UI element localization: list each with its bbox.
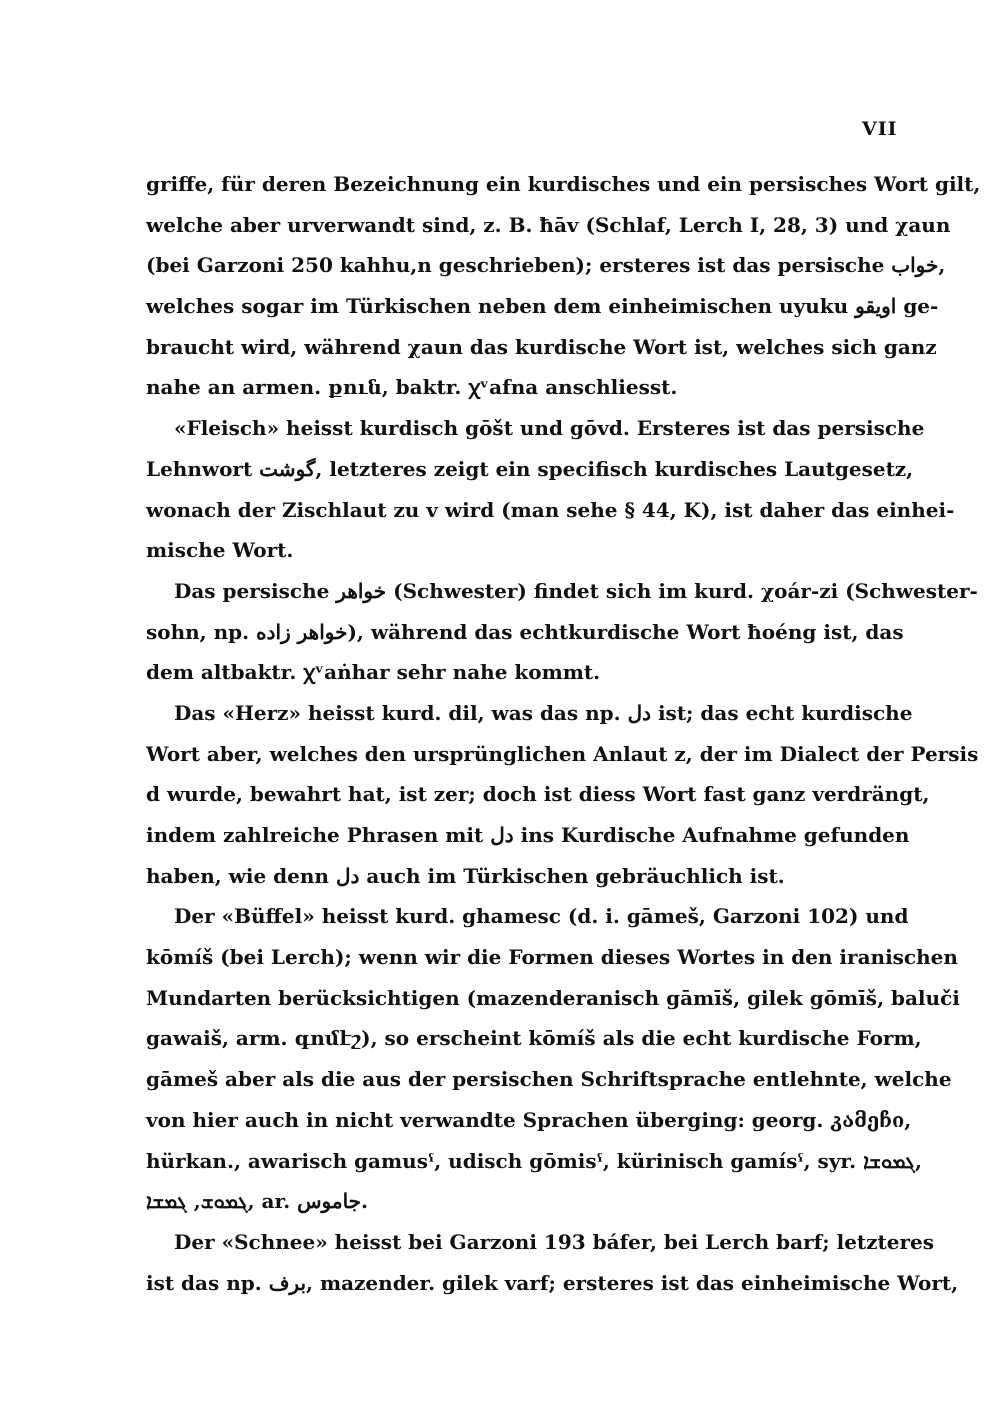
text-line: haben, wie denn دل auch im Türkischen gebräuchlich ist.: [146, 863, 785, 888]
text-line: d wurde, bewahrt hat, ist zer; doch ist diess Wort fast ganz verdrängt,: [146, 782, 930, 807]
text-line: wonach der Zischlaut zu v wird (man sehe § 44, K), ist daher das einhei-: [146, 497, 955, 522]
text-line: Lehnwort گوشت, letzteres zeigt ein specifisch kurdisches Lautgesetz,: [146, 456, 914, 481]
text-line: ist das np. برف, mazender. gilek varf; ersteres ist das einheimische Wort,: [146, 1270, 959, 1295]
page-number: VII: [862, 118, 898, 140]
text-line: Mundarten berücksichtigen (mazenderanisch gāmīš, gilek gōmīš, baluči: [146, 985, 960, 1010]
text-line: ܓܡܘܫ, ܓܡܫܐ, ar. جاموس.: [146, 1189, 369, 1214]
text-line: welche aber urverwandt sind, z. B. ħāv (Schlaf, Lerch I, 28, 3) und χaun: [146, 212, 951, 237]
text-line: (bei Garzoni 250 kahhu,n geschrieben); ersteres ist das persische خواب,: [146, 253, 946, 278]
text-line: welches sogar im Türkischen neben dem einheimischen uyuku اويقو ge-: [146, 294, 939, 319]
paragraph-start-line: Der «Schnee» heisst bei Garzoni 193 báfer, bei Lerch barf; letzteres: [174, 1229, 935, 1254]
text-line: sohn, np. خواهر زاده), während das echtkurdische Wort ħoéng ist, das: [146, 619, 904, 644]
paragraph-start-line: «Fleisch» heisst kurdisch gōšt und gōvd. Ersteres ist das persische: [174, 416, 925, 441]
paragraph-start-line: Das persische خواهر (Schwester) findet sich im kurd. χoár-zi (Schwester-: [174, 578, 978, 603]
text-line: nahe an armen. քուն, baktr. ꭓᵛafna anschliesst.: [146, 375, 678, 400]
text-line: hürkan., awarisch gamusˁ, udisch gōmisˁ, kürinisch gamísˁ, syr. ܓܡܘܫܐ,: [146, 1148, 923, 1173]
text-line: braucht wird, während χaun das kurdische Wort ist, welches sich ganz: [146, 334, 937, 359]
paragraph-start-line: Das «Herz» heisst kurd. dil, was das np. دل ist; das echt kurdische: [174, 700, 913, 725]
text-line: mische Wort.: [146, 538, 294, 563]
text-line: indem zahlreiche Phrasen mit دل ins Kurdische Aufnahme gefunden: [146, 823, 910, 847]
paragraph-start-line: Der «Büffel» heisst kurd. ghamesc (d. i. gāmeš, Garzoni 102) und: [174, 904, 909, 929]
text-line: gawaiš, arm. գոմէշ), so erscheint kōmíš als die echt kurdische Form,: [146, 1026, 922, 1051]
text-line: Wort aber, welches den ursprünglichen Anlaut z, der im Dialect der Persis: [146, 741, 979, 766]
text-line: griffe, für deren Bezeichnung ein kurdisches und ein persisches Wort gilt,: [146, 172, 981, 196]
text-line: gāmeš aber als die aus der persischen Schriftsprache entlehnte, welche: [146, 1067, 952, 1092]
text-line: dem altbaktr. ꭓᵛaṅhar sehr nahe kommt.: [146, 660, 601, 685]
page-body: [146, 164, 981, 1303]
text-line: von hier auch in nicht verwandte Sprachen überging: georg. კამეჩი,: [146, 1107, 912, 1132]
text-line: kōmíš (bei Lerch); wenn wir die Formen dieses Wortes in den iranischen: [146, 945, 958, 970]
